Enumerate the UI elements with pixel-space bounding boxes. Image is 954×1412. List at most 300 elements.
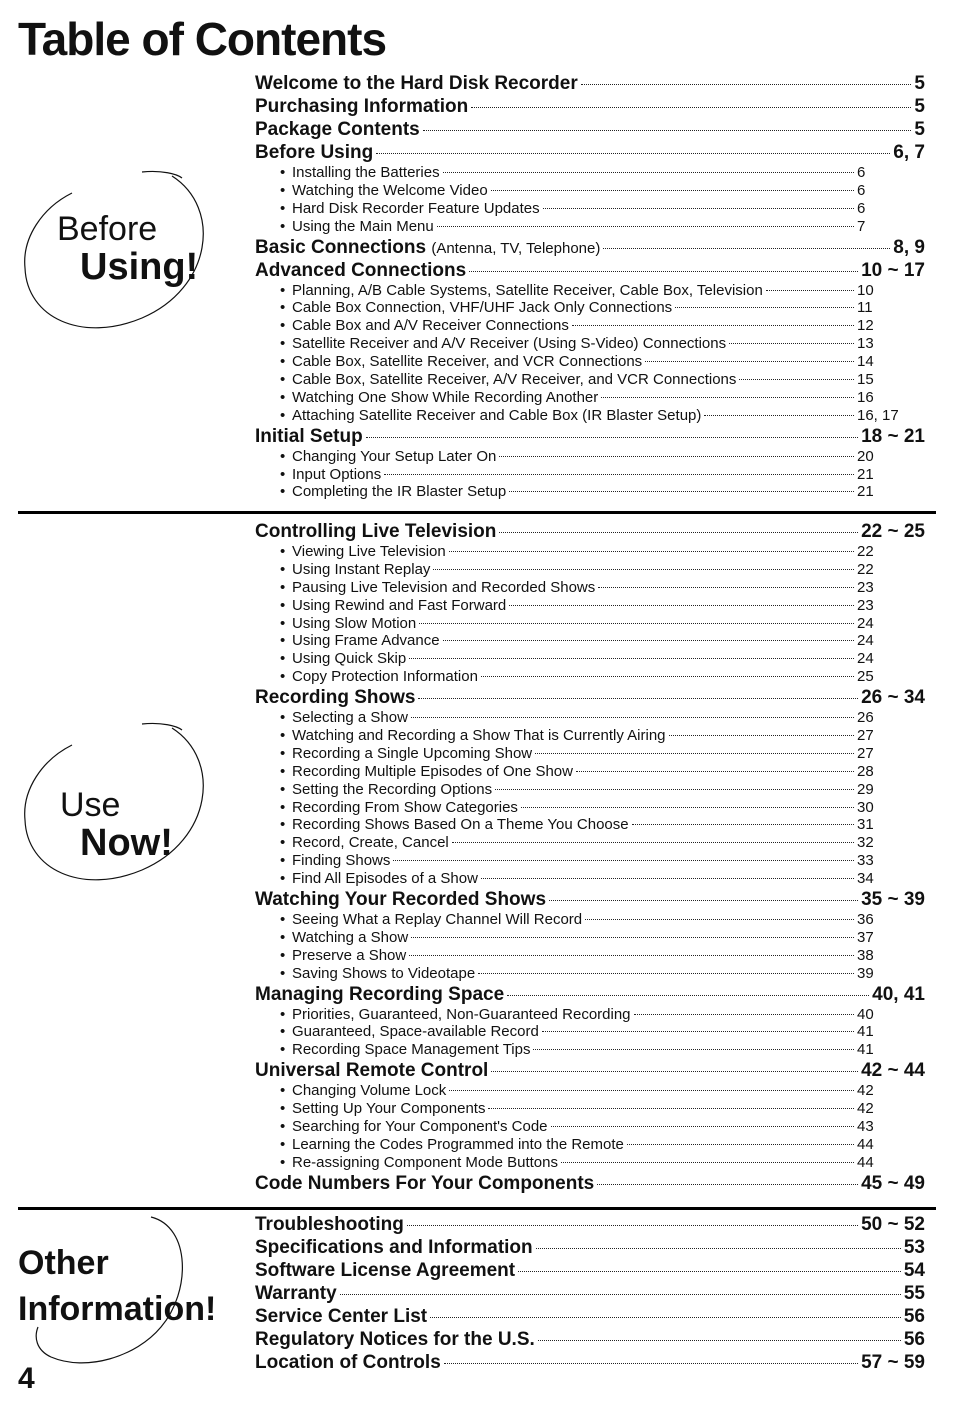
toc-entry-page: 12 <box>857 317 874 335</box>
toc-entry-title-text: Watching One Show While Recording Another <box>292 388 599 406</box>
toc-entry-title-text: Installing the Batteries <box>292 164 440 181</box>
toc-entry-title-text: Preserve a Show <box>292 946 407 964</box>
toc-entry-page: 42 ~ 44 <box>861 1060 925 1082</box>
toc-entry-page: 44 <box>857 1135 874 1153</box>
dot-leader <box>627 1144 854 1145</box>
toc-entry-page: 24 <box>857 632 874 650</box>
dot-leader <box>507 995 869 996</box>
toc-entry-page: 42 <box>857 1082 874 1100</box>
toc-subentry <box>255 929 925 947</box>
toc-entry-title <box>280 218 434 236</box>
toc-entry-title <box>280 1082 446 1100</box>
dot-leader <box>376 153 890 154</box>
toc-subentry <box>255 317 925 335</box>
toc-subentry <box>255 763 925 781</box>
toc-entry-title <box>280 668 478 686</box>
dot-leader <box>499 532 858 533</box>
section-divider <box>18 1207 936 1210</box>
toc-entry-title-text: Service Center List <box>255 1306 428 1327</box>
toc-entry-page: 36 <box>857 911 874 929</box>
toc-subentry <box>255 965 925 983</box>
toc-entry-title-text: Hard Disk Recorder Feature Updates <box>292 199 540 217</box>
toc-entry-title-text: Using Slow Motion <box>292 614 417 632</box>
toc-entry-page: 34 <box>857 870 874 888</box>
toc-entry <box>255 72 925 95</box>
toc-entry-page: 44 <box>857 1153 874 1171</box>
toc-entry-title <box>280 1100 485 1118</box>
badge-word-2: Information! <box>18 1290 217 1328</box>
toc-entry <box>255 1351 925 1374</box>
toc-section-before-using <box>255 72 925 501</box>
toc-subentry <box>255 448 925 466</box>
toc-entry-title-text: Regulatory Notices for the U.S. <box>255 1329 535 1350</box>
badge-before-using <box>22 168 212 338</box>
toc-entry-title-text: Specifications and Information <box>255 1237 533 1258</box>
toc-subentry <box>255 816 925 834</box>
toc-entry-title-text: Using Instant Replay <box>292 560 431 578</box>
badge-word-1: Before <box>57 210 158 248</box>
toc-entry-page: 31 <box>857 816 874 834</box>
toc-subentry <box>255 615 925 633</box>
dot-leader <box>407 1225 858 1226</box>
dot-leader <box>704 415 854 416</box>
toc-subentry <box>255 543 925 561</box>
dot-leader <box>443 172 854 173</box>
dot-leader <box>449 551 854 552</box>
toc-subentry <box>255 947 925 965</box>
toc-entry-title-text: Using Frame Advance <box>292 632 440 650</box>
toc-entry-title-text: Cable Box Connection, VHF/UHF Jack Only Connections <box>292 299 673 317</box>
toc-subentry <box>255 483 925 501</box>
dot-leader <box>481 676 854 677</box>
toc-entry-page: 37 <box>857 928 874 946</box>
toc-entry-title-text: Before Using <box>255 142 374 163</box>
toc-entry-title <box>280 911 582 929</box>
toc-subentry <box>255 727 925 745</box>
dot-leader <box>469 271 858 272</box>
toc-entry-title <box>280 371 736 389</box>
dot-leader <box>536 1248 901 1249</box>
toc-entry-title-text: Saving Shows to Videotape <box>292 964 476 982</box>
toc-entry-page: 16, 17 <box>857 406 899 424</box>
toc-entry-page: 6 <box>857 181 866 199</box>
toc-subentry <box>255 911 925 929</box>
toc-entry-page: 28 <box>857 762 874 780</box>
toc-subentry <box>255 282 925 300</box>
toc-subentry <box>255 650 925 668</box>
toc-entry-title <box>280 650 406 668</box>
toc-entry-title-text: Guaranteed, Space-available Record <box>292 1023 539 1041</box>
dot-leader <box>491 190 854 191</box>
toc-entry-title <box>280 781 492 799</box>
toc-entry-title <box>280 448 496 466</box>
toc-entry-title <box>255 983 504 1006</box>
toc-entry-title-text: Seeing What a Replay Channel Will Record <box>292 911 583 929</box>
toc-entry-title-text: Cable Box, Satellite Receiver, and VCR Connections <box>292 353 643 371</box>
toc-subentry <box>255 579 925 597</box>
toc-entry-title-text: Using the Main Menu <box>292 217 434 235</box>
toc-entry-title-text: Package Contents <box>255 119 420 140</box>
dot-leader <box>585 919 854 920</box>
dot-leader <box>340 1294 901 1295</box>
toc-subentry <box>255 353 925 371</box>
toc-entry-title <box>280 852 390 870</box>
toc-entry-title <box>280 947 406 965</box>
toc-entry-title <box>255 95 468 118</box>
dot-leader <box>449 1090 854 1091</box>
dot-leader <box>549 900 858 901</box>
dot-leader <box>366 437 858 438</box>
toc-entry-title <box>280 763 573 781</box>
toc-entry-title-text: Watching the Welcome Video <box>292 181 488 199</box>
toc-entry-title <box>280 965 475 983</box>
toc-entry-page: 22 <box>857 560 874 578</box>
toc-entry <box>255 888 925 911</box>
toc-entry-title-text: Controlling Live Television <box>255 521 497 542</box>
toc-entry-title <box>280 299 672 317</box>
toc-entry-title-text: Recording a Single Upcoming Show <box>292 744 533 762</box>
toc-entry-title-text: Using Quick Skip <box>292 650 407 668</box>
toc-entry-page: 27 <box>857 727 874 745</box>
toc-entry-page: 23 <box>857 578 874 596</box>
toc-subentry <box>255 632 925 650</box>
toc-subentry <box>255 164 925 182</box>
toc-subentry <box>255 745 925 763</box>
toc-entry-page: 57 ~ 59 <box>861 1352 925 1373</box>
toc-subentry <box>255 371 925 389</box>
toc-entry <box>255 1259 925 1282</box>
badge-word-2: Now! <box>80 822 173 864</box>
toc-entry-title-text: Recording From Show Categories <box>292 798 518 816</box>
toc-entry <box>255 1172 925 1195</box>
dot-leader <box>581 84 912 85</box>
dot-leader <box>409 955 854 956</box>
dot-leader <box>601 397 854 398</box>
toc-entry-title-text: Watching Your Recorded Shows <box>255 889 547 911</box>
dot-leader <box>729 343 854 344</box>
toc-entry-title-text: Copy Protection Information <box>292 668 478 686</box>
toc-entry-title-text: Troubleshooting <box>255 1214 404 1235</box>
toc-entry-page: 40, 41 <box>872 983 925 1005</box>
dot-leader <box>739 379 854 380</box>
toc-entry-page: 8, 9 <box>893 236 925 258</box>
dot-leader <box>488 1108 854 1109</box>
badge-other-information <box>16 1212 241 1372</box>
toc-entry-page: 42 <box>857 1100 874 1118</box>
dot-leader <box>535 753 854 754</box>
dot-leader <box>384 474 854 475</box>
toc-entry-title <box>280 579 595 597</box>
toc-entry-title-text: Basic Connections <box>255 236 427 258</box>
dot-leader <box>766 290 854 291</box>
page-title: Table of Contents <box>18 13 387 65</box>
toc-entry-title <box>280 1006 631 1024</box>
toc-entry-title <box>280 615 416 633</box>
toc-entry-title <box>280 1136 624 1154</box>
toc-entry-title-text: Watching a Show <box>292 928 409 946</box>
badge-word-1: Use <box>60 786 121 824</box>
toc-entry-title <box>280 543 446 561</box>
toc-entry-page: 21 <box>857 465 874 483</box>
toc-entry-title-text: Learning the Codes Programmed into the Remote <box>292 1135 624 1153</box>
toc-entry-title-text: Watching and Recording a Show That is Currently Airing <box>292 727 666 745</box>
dot-leader <box>491 1071 858 1072</box>
toc-entry-title <box>280 799 518 817</box>
toc-subentry <box>255 200 925 218</box>
dot-leader <box>495 789 854 790</box>
toc-entry-title-text: Software License Agreement <box>255 1260 516 1281</box>
toc-subentry <box>255 466 925 484</box>
badge-use-now <box>22 720 212 890</box>
toc-subentry <box>255 1023 925 1041</box>
dot-leader <box>443 640 854 641</box>
toc-entry-title <box>280 407 701 425</box>
toc-subentry <box>255 834 925 852</box>
toc-subentry <box>255 1136 925 1154</box>
toc-entry-title-text: Changing Your Setup Later On <box>292 447 497 465</box>
toc-entry <box>255 1328 925 1351</box>
toc-entry-page: 5 <box>914 96 925 117</box>
dot-leader <box>561 1162 854 1163</box>
toc-entry-page: 25 <box>857 668 874 686</box>
toc-entry <box>255 425 925 448</box>
toc-entry-title-text: Setting the Recording Options <box>292 780 493 798</box>
badge-word-1: Other <box>18 1244 109 1282</box>
toc-entry-page: 5 <box>914 73 925 94</box>
toc-subentry <box>255 1082 925 1100</box>
toc-subentry <box>255 335 925 353</box>
toc-entry-title-text: Location of Controls <box>255 1352 441 1373</box>
toc-entry-title-text: Satellite Receiver and A/V Receiver (Using S-Video) Connections <box>292 335 727 353</box>
toc-entry-title-text: Code Numbers For Your Components <box>255 1172 595 1194</box>
toc-subentry <box>255 182 925 200</box>
toc-subentry <box>255 1118 925 1136</box>
toc-subentry <box>255 299 925 317</box>
toc-entry-page: 10 ~ 17 <box>861 259 925 281</box>
toc-entry-page: 14 <box>857 353 874 371</box>
toc-entry-page: 10 <box>857 281 874 299</box>
toc-entry-title <box>255 1172 594 1195</box>
toc-entry-page: 40 <box>857 1005 874 1023</box>
toc-subentry <box>255 1006 925 1024</box>
dot-leader <box>634 1014 854 1015</box>
toc-entry-page: 56 <box>903 1329 925 1350</box>
dot-leader <box>632 824 854 825</box>
toc-entry-page: 6 <box>857 199 866 217</box>
dot-leader <box>411 717 854 718</box>
toc-entry <box>255 95 925 118</box>
toc-entry-title-text: Changing Volume Lock <box>292 1082 447 1100</box>
toc-entry-title-text: Warranty <box>255 1283 337 1304</box>
toc-entry-page: 26 ~ 34 <box>861 687 925 709</box>
toc-entry <box>255 141 925 164</box>
toc-entry-page: 30 <box>857 798 874 816</box>
toc-entry-title <box>280 561 430 579</box>
toc-entry-page: 21 <box>857 483 874 501</box>
toc-entry-title-text: Using Rewind and Fast Forward <box>292 596 507 614</box>
toc-entry <box>255 520 925 543</box>
toc-entry-title <box>255 425 363 448</box>
toc-entry-title <box>255 686 415 709</box>
toc-entry-title-text: Planning, A/B Cable Systems, Satellite Receiver, Cable Box, Television <box>292 281 763 299</box>
toc-entry-title <box>255 259 466 282</box>
toc-entry-title <box>280 317 569 335</box>
toc-entry-title <box>280 709 408 727</box>
toc-entry-title <box>255 1282 337 1305</box>
toc-subentry <box>255 799 925 817</box>
toc-entry-title <box>280 1154 558 1172</box>
toc-subentry <box>255 597 925 615</box>
toc-entry <box>255 1282 925 1305</box>
toc-entry-title <box>255 1351 441 1374</box>
toc-entry-title-text: Attaching Satellite Receiver and Cable Box (IR Blaster Setup) <box>292 406 702 424</box>
dot-leader <box>411 937 854 938</box>
dot-leader <box>393 860 854 861</box>
toc-entry-title-text: Recording Space Management Tips <box>292 1041 531 1059</box>
dot-leader <box>597 1184 858 1185</box>
toc-entry-title <box>280 727 666 745</box>
toc-entry <box>255 1059 925 1082</box>
toc-entry-title <box>255 520 496 543</box>
toc-subentry <box>255 668 925 686</box>
toc-entry-title <box>255 888 546 911</box>
dot-leader <box>471 107 911 108</box>
toc-subentry <box>255 1100 925 1118</box>
toc-subentry <box>255 389 925 407</box>
toc-section-use-now <box>255 520 925 1195</box>
toc-entry <box>255 1305 925 1328</box>
dot-leader <box>437 226 854 227</box>
toc-entry-title <box>280 632 440 650</box>
toc-entry-title-text: Initial Setup <box>255 425 363 447</box>
dot-leader <box>433 569 854 570</box>
toc-entry <box>255 1213 925 1236</box>
toc-entry-title <box>255 1236 533 1259</box>
toc-entry-page: 32 <box>857 834 874 852</box>
toc-entry-page: 56 <box>903 1306 925 1327</box>
toc-entry-title-text: Cable Box and A/V Receiver Connections <box>292 317 569 335</box>
toc-entry-title <box>280 597 506 615</box>
toc-entry-page: 18 ~ 21 <box>861 425 925 447</box>
toc-entry <box>255 236 925 259</box>
toc-entry-page: 6 <box>857 164 866 181</box>
toc-entry-title <box>255 118 420 141</box>
toc-entry-page: 55 <box>903 1283 925 1304</box>
toc-entry-title <box>255 1328 535 1351</box>
toc-entry-page: 35 ~ 39 <box>861 889 925 911</box>
toc-entry-page: 29 <box>857 780 874 798</box>
dot-leader <box>478 973 854 974</box>
dot-leader <box>598 587 854 588</box>
dot-leader <box>518 1271 901 1272</box>
toc-entry-title-text: Selecting a Show <box>292 709 408 727</box>
dot-leader <box>418 698 858 699</box>
toc-entry-page: 15 <box>857 371 874 389</box>
toc-entry-title <box>280 335 726 353</box>
toc-entry-title <box>280 483 506 501</box>
toc-entry-page: 5 <box>914 119 925 140</box>
toc-entry-page: 53 <box>903 1237 925 1258</box>
toc-entry-title <box>280 164 440 182</box>
dot-leader <box>542 1031 854 1032</box>
toc-entry-page: 23 <box>857 596 874 614</box>
toc-entry-title <box>255 1059 488 1082</box>
toc-entry <box>255 983 925 1006</box>
dot-leader <box>603 248 890 249</box>
badge-word-2: Using! <box>80 246 199 288</box>
toc-entry-page: 20 <box>857 447 874 465</box>
toc-entry-page: 54 <box>903 1260 925 1281</box>
dot-leader <box>551 1126 854 1127</box>
toc-entry-page: 22 <box>857 543 874 560</box>
toc-entry-title-text: Priorities, Guaranteed, Non-Guaranteed Recording <box>292 1005 631 1023</box>
toc-entry-title <box>280 1041 530 1059</box>
toc-entry-page: 22 ~ 25 <box>861 521 925 542</box>
toc-entry-title <box>280 200 540 218</box>
toc-entry-title <box>280 353 642 371</box>
dot-leader <box>543 208 854 209</box>
toc-entry-title-text: Finding Shows <box>292 852 391 870</box>
dot-leader <box>499 456 854 457</box>
toc-subentry <box>255 561 925 579</box>
toc-entry-title-text: Find All Episodes of a Show <box>292 870 478 888</box>
page-number: 4 <box>18 1362 35 1395</box>
toc-entry-title-text: Pausing Live Television and Recorded Shows <box>292 578 596 596</box>
toc-entry-page: 13 <box>857 335 874 353</box>
toc-entry <box>255 118 925 141</box>
toc-entry-title-text: Re-assigning Component Mode Buttons <box>292 1153 558 1171</box>
toc-subentry <box>255 407 925 425</box>
toc-entry-title-text: Universal Remote Control <box>255 1060 489 1082</box>
toc-entry-page: 7 <box>857 217 866 235</box>
section-divider <box>18 511 936 514</box>
dot-leader <box>509 605 854 606</box>
toc-entry-page: 50 ~ 52 <box>861 1214 925 1235</box>
dot-leader <box>409 658 854 659</box>
toc-entry-page: 26 <box>857 709 874 727</box>
dot-leader <box>521 807 854 808</box>
toc-entry-page: 27 <box>857 744 874 762</box>
toc-entry-title-text: Completing the IR Blaster Setup <box>292 483 507 501</box>
dot-leader <box>669 735 854 736</box>
toc-entry-title <box>280 389 598 407</box>
toc-entry-title <box>255 236 600 260</box>
dot-leader <box>645 361 854 362</box>
toc-subentry <box>255 1154 925 1172</box>
toc-entry-page: 24 <box>857 650 874 668</box>
toc-entry-title-text: Recording Shows Based On a Theme You Choose <box>292 816 629 834</box>
toc-entry-title-text: Record, Create, Cancel <box>292 834 449 852</box>
toc-entry-title <box>280 466 381 484</box>
dot-leader <box>481 878 854 879</box>
toc-entry-title <box>280 1118 548 1136</box>
toc-entry-page: 33 <box>857 852 874 870</box>
toc-entry-title-text: Input Options <box>292 465 382 483</box>
toc-entry-title-text: Managing Recording Space <box>255 983 505 1005</box>
dot-leader <box>509 491 854 492</box>
toc-entry <box>255 259 925 282</box>
dot-leader <box>533 1049 854 1050</box>
toc-entry-title-text: Welcome to the Hard Disk Recorder <box>255 73 578 94</box>
toc-entry-title-text: Searching for Your Component's Code <box>292 1118 548 1136</box>
toc-subentry <box>255 1041 925 1059</box>
toc-entry-note: (Antenna, TV, Telephone) <box>431 239 601 257</box>
toc-entry-title <box>280 929 408 947</box>
toc-subentry <box>255 781 925 799</box>
dot-leader <box>419 623 854 624</box>
toc-entry-page: 38 <box>857 946 874 964</box>
toc-entry-page: 6, 7 <box>893 142 925 163</box>
